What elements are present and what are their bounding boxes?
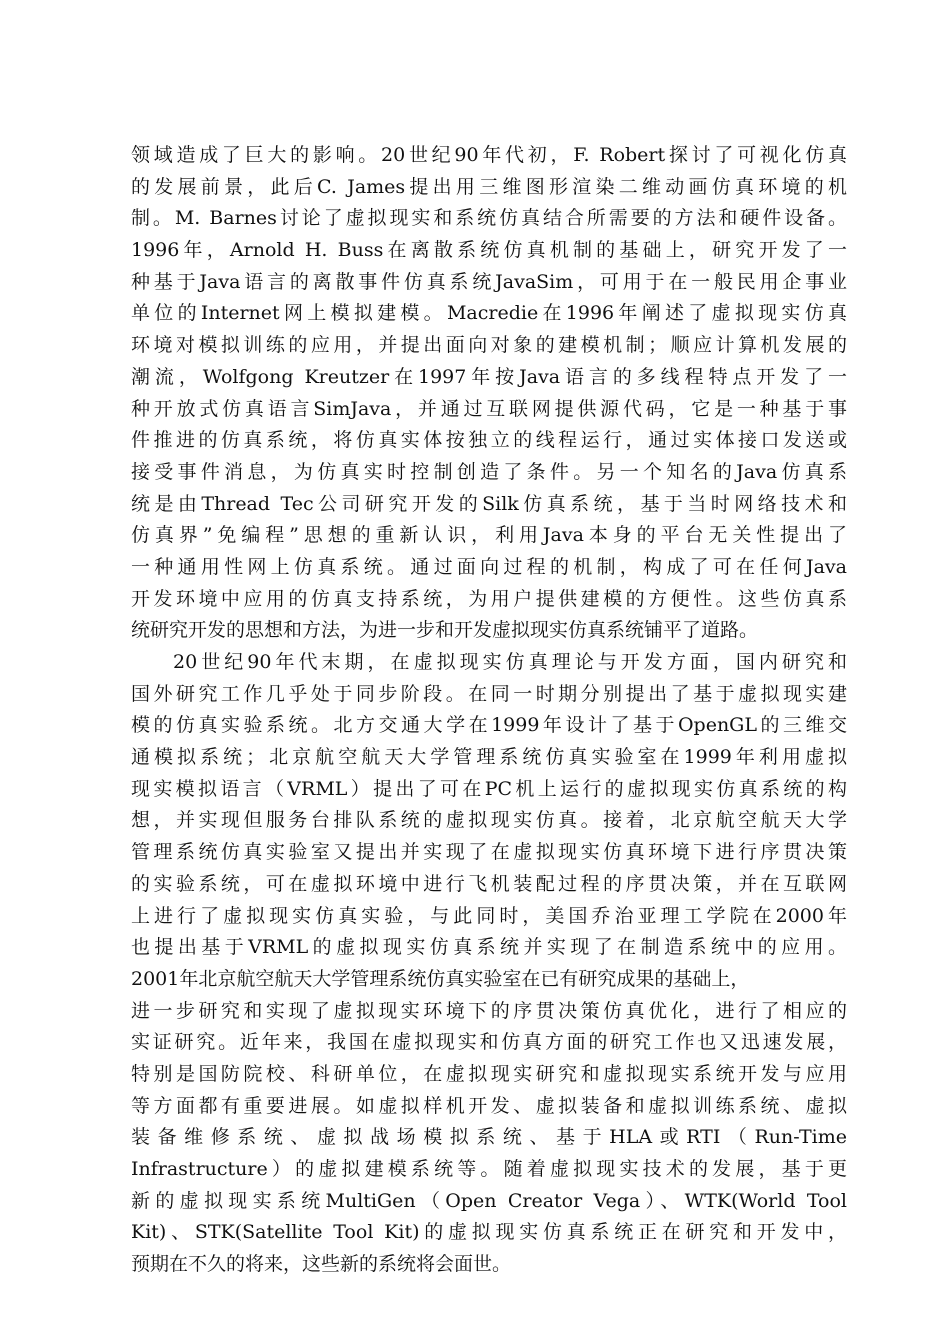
text-line: 单位的Internet网上模拟建模。Macredie在1996年阐述了虚拟现实仿真 [131,302,847,325]
text-line: 实证研究。近年来，我国在虚拟现实和仿真方面的研究工作也又迅速发展， [131,1031,847,1054]
text-line: 新的虚拟现实系统MultiGen（Open Creator Vega）、WTK(World Tool [131,1189,847,1212]
text-line: 管理系统仿真实验室又提出并实现了在虚拟现实仿真环境下进行序贯决策 [131,841,847,864]
text-line: 20世纪90年代末期，在虚拟现实仿真理论与开发方面，国内研究和 [173,651,847,673]
text-line: Kit)、STK(Satellite Tool Kit)的虚拟现实仿真系统正在研究和开发中， [131,1221,847,1244]
text-line: 种开放式仿真语言SimJava，并通过互联网提供源代码，它是一种基于事 [131,397,847,420]
text-line: 想，并实现但服务台排队系统的虚拟现实仿真。接着，北京航空航天大学 [131,809,847,832]
text-line: 的发展前景，此后C. James提出用三维图形渲染二维动画仿真环境的机 [131,175,847,198]
text-line: 现实模拟语言（VRML）提出了可在PC机上运行的虚拟现实仿真系统的构 [131,777,847,800]
text-line: 2001年北京航空航天大学管理系统仿真实验室在已有研究成果的基础上， [131,967,750,990]
text-line: 的实验系统，可在虚拟环境中进行飞机装配过程的序贯决策，并在互联网 [131,872,847,895]
text-line: 仿真界”免编程”思想的重新认识，利用Java本身的平台无关性提出了 [131,524,847,547]
text-line: 国外研究工作几乎处于同步阶段。在同一时期分别提出了基于虚拟现实建 [131,682,847,705]
text-line: 统是由Thread Tec公司研究开发的Silk仿真系统，基于当时网络技术和 [131,492,847,515]
text-line: 开发环境中应用的仿真支持系统，为用户提供建模的方便性。这些仿真系 [131,587,847,610]
text-line: 领域造成了巨大的影响。20世纪90年代初，F. Robert探讨了可视化仿真 [131,144,847,166]
text-line: 潮流，Wolfgong Kreutzer在1997年按Java语言的多线程特点开发了一 [131,365,847,388]
text-line: 制。M. Barnes讨论了虚拟现实和系统仿真结合所需要的方法和硬件设备。 [131,207,847,230]
text-line: 也提出基于VRML的虚拟现实仿真系统并实现了在制造系统中的应用。 [131,936,847,959]
text-line: 种基于Java语言的离散事件仿真系统JavaSim，可用于在一般民用企事业 [131,270,847,293]
text-line: 接受事件消息，为仿真实时控制创造了条件。另一个知名的Java仿真系 [131,460,847,483]
text-line: Infrastructure）的虚拟建模系统等。随着虚拟现实技术的发展，基于更 [131,1158,847,1180]
text-line: 件推进的仿真系统，将仿真实体按独立的线程运行，通过实体接口发送或 [131,429,847,452]
text-line: 统研究开发的思想和方法，为进一步和开发虚拟现实仿真系统铺平了道路。 [131,619,759,642]
text-line: 通模拟系统；北京航空航天大学管理系统仿真实验室在1999年利用虚拟 [131,746,847,769]
text-line: 模的仿真实验系统。北方交通大学在1999年设计了基于OpenGL的三维交 [131,714,847,737]
text-line: 预期在不久的将来，这些新的系统将会面世。 [131,1253,512,1276]
document-body [131,140,847,1281]
text-line: 特别是国防院校、科研单位，在虚拟现实研究和虚拟现实系统开发与应用 [131,1062,847,1085]
text-line: 等方面都有重要进展。如虚拟样机开发、虚拟装备和虚拟训练系统、虚拟 [131,1094,847,1117]
text-line: 1996年，Arnold H. Buss在离散系统仿真机制的基础上，研究开发了一 [131,239,847,262]
text-line: 进一步研究和实现了虚拟现实环境下的序贯决策仿真优化，进行了相应的 [131,999,847,1022]
text-line: 环境对模拟训练的应用，并提出面向对象的建模机制；顺应计算机发展的 [131,334,847,357]
text-line: 上进行了虚拟现实仿真实验，与此同时，美国乔治亚理工学院在2000年 [131,904,847,927]
text-line: 一种通用性网上仿真系统。通过面向过程的机制，构成了可在任何Java [131,555,847,578]
text-line: 装备维修系统、虚拟战场模拟系统、基于HLA或RTI（Run-Time [131,1126,847,1149]
